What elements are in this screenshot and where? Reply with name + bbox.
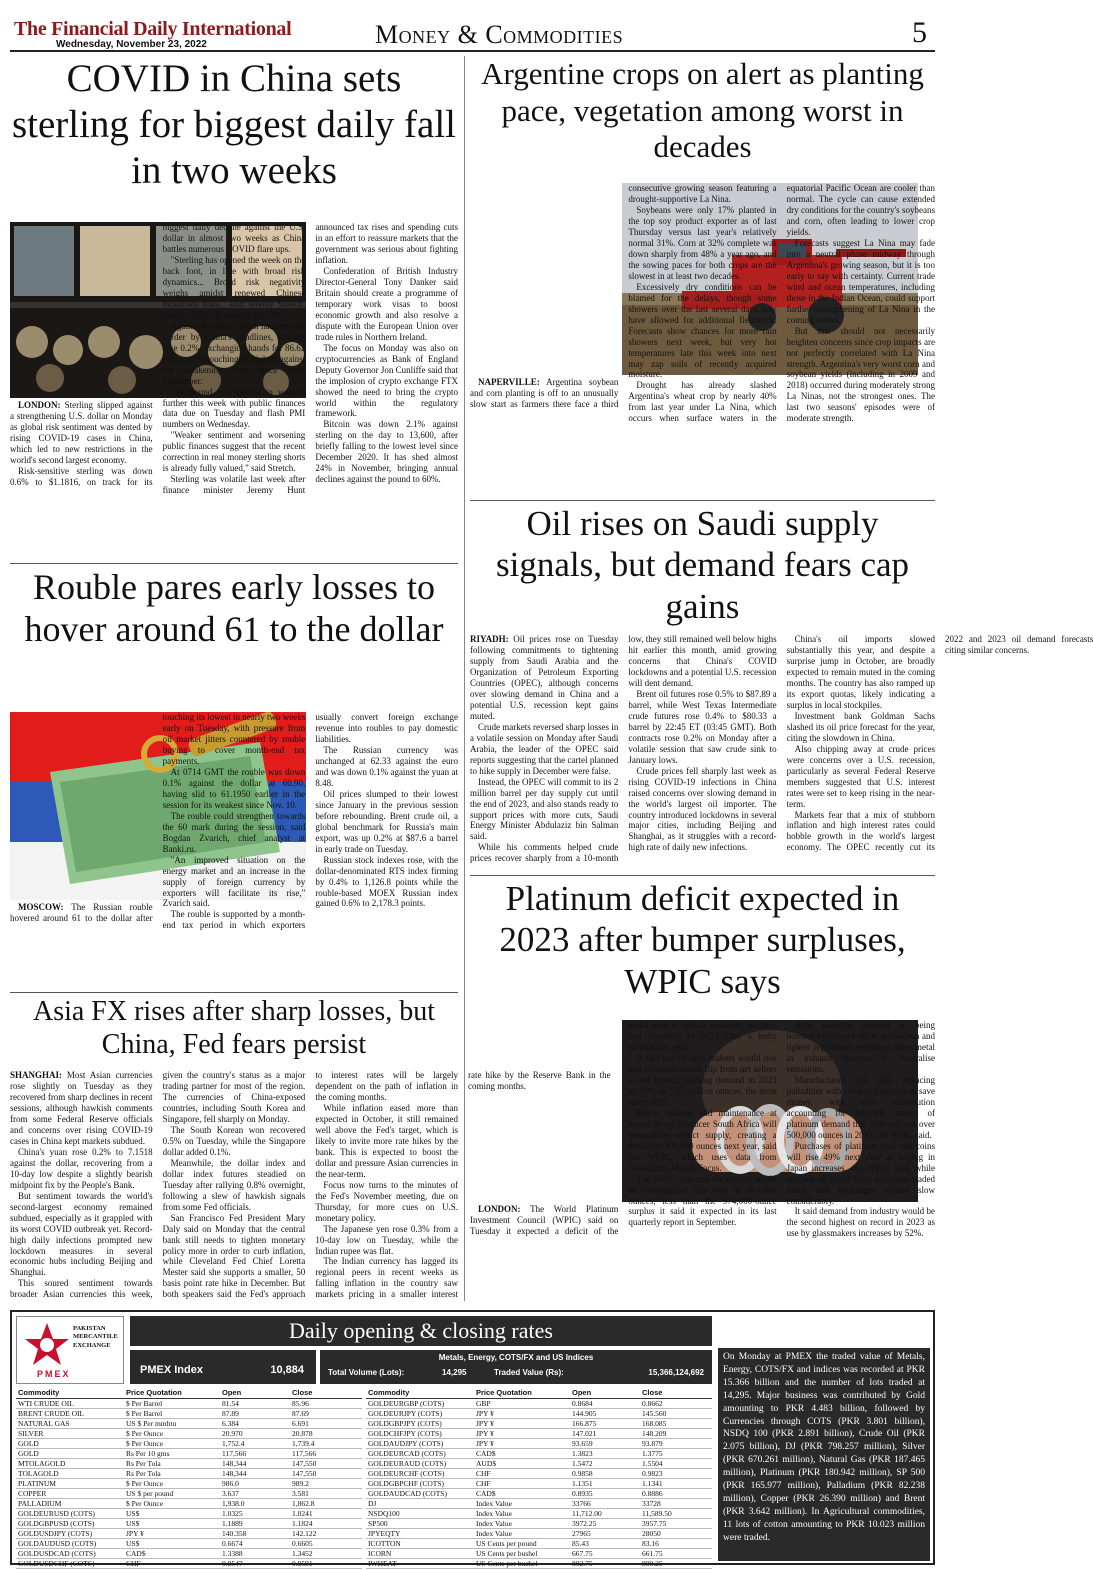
commodity-cell: ICOTTON [366,1538,474,1548]
close-cell: 93.879 [640,1438,712,1448]
quotation-cell: US$ [124,1508,220,1518]
col-header: Close [640,1388,712,1398]
table-row [366,1528,712,1538]
oil-para-3: While his comments helped crude prices recover sharply from a 10-month low, they still remained well below highs hit earlier this month, amid growing concerns that China's COVID lockdowns and a potential U.S. recession will dent demand. [470,634,777,864]
asiafx-para-7: While inflation eased more than expected in October, it still remained well above the Fed's target, which is likely to invite more rate hikes by the bank. This is expected to boost the dollar and pressure Asian currencies in the near-term. [315,1102,458,1179]
covid-para-3: Against the euro, which has been hit harder by China's headlines, sterling rose 0.2%, exchanging hands for 86.62 pence, after touching its highest against the weakening euro since early November. [162,320,306,386]
oil-para-1: Crude markets reversed sharp losses in a volatile session on Monday after Saudi Arabia, the leader of the OPEC said reports suggesting that the cartel planned to hike supply in December were false. [470,721,619,776]
rouble-para-4: The rouble is supported by a month-end tax period in which exporters usually convert foreign exchange revenue into roubles to pay domestic liabilities. [162,712,458,931]
asiafx-para-0: Most Asian currencies rose slightly on Tuesday as they recovered from sharp declines in recent sessions, although hawkish comments from some Federal Reserve officials and concerns over rising COVID-19 cases in China kept markets subdued. [10,1070,153,1146]
traded-value: 15,366,124,692 [648,1368,704,1377]
covid-headline: COVID in China sets sterling for biggest daily fall in two weeks [11,57,457,193]
table-row [16,1488,362,1498]
quotation-cell: CHF [474,1478,570,1488]
quotation-cell: Rs Per Tola [124,1458,220,1468]
close-cell: 147,550 [290,1458,362,1468]
argentine-para-2: Excessively dry conditions can be blamed for the delays, though some showers over the last several days may have allowed for additional fieldwork. Forecasts show chances for more rain showers next week, but very hot temperatures late this week into next may zap soils of recently acquired moisture. [628,281,777,380]
open-cell: 0.6674 [220,1538,290,1548]
quotation-cell: JPY ¥ [474,1408,570,1418]
quotation-cell: Rs Per 10 gms [124,1448,220,1458]
covid-para-0: Sterling slipped against a strengthening U.S. dollar on Monday as global risk sentiment was dented by rising COVID-19 cases in China, which led to new restrictions in the world's second largest economy. [10,400,153,465]
rouble-headline: Rouble pares early losses to hover around 61 to the dollar [24,567,444,650]
table-row [16,1468,362,1478]
commodity-cell: GOLDGBPJPY (COTS) [366,1418,474,1428]
covid-para-6: Sterling was volatile last week after finance minister Jeremy Hunt announced tax rises and spending cuts in an effort to reassure markets that the government was serious about fighting inflation. [162,222,458,496]
rouble-para-0: The Russian rouble hovered around 61 to the dollar after touching its lowest in nearly two weeks early on Tuesday, with pressure from oil market jitters countered by rouble buying to cover month-end tax payments. [10,712,306,923]
table-row [366,1458,712,1468]
quotation-cell: Index Value [474,1508,570,1518]
page-number: 5 [912,16,927,49]
asiafx-para-6: San Francisco Fed President Mary Daly said on Monday that the central bank still needs to tighten monetary policy more in order to curb inflation, while Cleveland Fed Chief Loretta Mester said she supports a smaller, 50 basis point rate hike in December. But both speakers said the Fed's approach to interest rates will be largely dependent on the path of inflation in the coming months. [162,1070,458,1300]
covid-para-5: "Weaker sentiment and worsening public finances suggest that the recent correction in real money sterling shorts is already fully valued," said Stretch. [162,430,306,474]
quotation-cell: AUD$ [474,1458,570,1468]
asiafx-dateline: SHANGHAI: [10,1070,63,1080]
close-cell: 1.3452 [290,1548,362,1558]
table-row [366,1438,712,1448]
col-header: Open [570,1388,640,1398]
section-title: Money & Commodities [375,20,624,49]
open-cell: 1.0325 [220,1508,290,1518]
oil-para-7: Investment bank Goldman Sachs slashed its oil price forecast for the year, citing the slowdown in China. [786,710,935,743]
quotation-cell: US Cents per bushel [474,1548,570,1558]
covid-para-4: The pound is expected to weaken further this week with public finances data due on Tuesday and flash PMI numbers on Wednesday. [162,386,306,430]
divider [470,875,935,876]
close-cell: 1.1341 [640,1478,712,1488]
open-cell: 33766 [570,1498,640,1508]
table-row [366,1538,712,1548]
quotation-cell: Rs Per Tola [124,1468,220,1478]
quotation-cell: CAD$ [474,1448,570,1458]
oil-para-4: Brent oil futures rose 0.5% to $87.89 a barrel, while West Texas Intermediate crude futures rose 0.4% to $80.33 a barrel by 22:45 ET (03:45 GMT). Both contracts rose 0.2% on Monday after a volatile session that saw crude sink to January lows. [628,688,777,765]
table-row [16,1428,362,1438]
quotation-cell: GBP [474,1398,570,1408]
quotation-cell: US Cents per bushel [474,1558,570,1568]
commodity-cell: TOLAGOLD [16,1468,124,1478]
close-cell: 28050 [640,1528,712,1538]
close-cell: 11,589.50 [640,1508,712,1518]
open-cell: 3972.25 [570,1518,640,1528]
platinum-headline: Platinum deficit expected in 2023 after bumper surpluses, WPIC says [499,879,906,1001]
commodity-cell: GOLDEURJPY (COTS) [366,1408,474,1418]
rouble-para-2: The rouble could strengthen towards the 60 mark during the session, said Bogdan Zvarich, chief analyst at Banki.ru. [162,810,306,854]
table-row [366,1498,712,1508]
platinum-photo-spacer [312,1020,618,1204]
commodity-cell: GOLDAUDUSD (COTS) [16,1538,124,1548]
platinum-para-1: It said use by auto makers would rise and investors would flip from net sellers to net buyers, pushing demand in 2023 up 19% to 7.77 million ounces, the most since 2020. [628,1052,777,1107]
close-cell: 83.16 [640,1538,712,1548]
open-cell: 0.8935 [570,1488,640,1498]
table-row [366,1488,712,1498]
quotation-cell: Index Value [474,1518,570,1528]
logo-line: PAKISTAN [73,1325,106,1332]
table-row [366,1548,712,1558]
quotation-cell: CAD$ [124,1548,220,1558]
commodity-cell: PALLADIUM [16,1498,124,1508]
open-cell: 1,938.0 [220,1498,290,1508]
pmex-logo [16,1316,124,1384]
quotation-cell: CAD$ [474,1488,570,1498]
index-value: 10,884 [270,1364,304,1376]
close-cell: 0.6605 [290,1538,362,1548]
rates-panel [10,1310,935,1568]
argentine-dateline: NAPERVILLE: [478,377,540,387]
quotation-cell: $ Per Ounce [124,1498,220,1508]
close-cell: 6.691 [290,1418,362,1428]
argentine-headline: Argentine crops on alert as planting pace, vegetation among worst in decades [481,56,924,165]
quotation-cell: JPY ¥ [474,1438,570,1448]
argentine-para-3: Drought has already slashed Argentina's wheat crop by nearly 40% from last year under La Nina, which occurs when surface waters in the equatorial Pacific Ocean are cooler than normal. The cycle can cause extended dry conditions for the country's soybeans and corn, often leading to lower crop yields. [628,183,935,424]
close-cell: 1,739.4 [290,1438,362,1448]
platinum-para-0: The World Platinum Investment Council (WPIC) said on Tuesday it expected a deficit of the metal used in vehicle exhausts, industry and jewellery in 2023 after a hefty surplus this year. [470,1020,777,1236]
divider [470,500,935,501]
commodity-cell: SP500 [366,1518,474,1528]
table-row [16,1548,362,1558]
index-label: PMEX Index [140,1364,203,1376]
table-row [16,1418,362,1428]
oil-para-5: Crude prices fell sharply last week as rising COVID-19 infections in China raised concerns over slowing demand in the world's largest oil importer. The country introduced lockdowns in several major cities, including Beijing and Shanghai, as it struggles with a record-high rate of daily new infections. [628,765,777,853]
commodity-cell: SILVER [16,1428,124,1438]
table-row [16,1478,362,1488]
asiafx-para-10: The Indian currency has lagged its regional peers in recent weeks as falling inflation in the country saw markets pricing in a smaller interest rate hike by the Reserve Bank in the coming months. [315,1070,611,1300]
platinum-para-7: It said demand from industry would be the second highest on record in 2023 as use by glassmakers increases by 52%. [786,1206,935,1239]
quotation-cell: US$ [124,1538,220,1548]
rouble-dateline: MOSCOW: [18,902,64,912]
covid-para-8: The focus on Monday was also on cryptocurrencies as Bank of England Deputy Governor Jon Cunliffe said that the implosion of crypto exchange FTX showed the need to bring the crypto world within the regulatory framework. [315,342,458,419]
table-row [16,1518,362,1528]
col-header: Commodity [366,1388,474,1398]
covid-dateline: LONDON: [18,400,61,410]
platinum-para-5: Manufacturers are also replacing palladium with cheaper platinum to save money, with such substitution accounting for 340,000 ounces of platinum demand this year and just over 500,000 ounces in 2023, the WPIC said. [786,1074,935,1140]
oil-headline-box [470,503,935,631]
open-cell: 667.75 [570,1548,640,1558]
close-cell: 989.2 [290,1478,362,1488]
volume-bar [320,1350,712,1384]
table-row [16,1408,362,1418]
covid-para-9: Bitcoin was down 2.1% against sterling on the day to 13,600, after briefly falling to the lowest level since December 2020. It has shed almost 24% in November, bringing annual declines against the pound to 60%. [315,419,458,485]
open-cell: 87.89 [220,1408,290,1418]
table-row [366,1418,712,1428]
open-cell: 81.54 [220,1398,290,1408]
platinum-para-3: The WPIC also said the market would be oversupplied this year by 804,000 ounces, less than the 974,000-ounce surplus it said it expected in its last quarterly report in September. [628,1173,777,1228]
platinum-para-6: Purchases of platinum bars and coins will rise 49% next year as buying in Japan increases, the WPIC said, while outflow of metal from exchange traded funds and exchanges should slow considerably. [786,1140,935,1206]
table-row [16,1538,362,1548]
oil-dateline: RIYADH: [470,634,509,644]
quotation-cell: $ Per Ounce [124,1428,220,1438]
quotation-cell: CHF [474,1468,570,1478]
commodity-cell: GOLDGBPCHF (COTS) [366,1478,474,1488]
table-row [366,1558,712,1568]
commodity-cell: NATURAL GAS [16,1418,124,1428]
commodity-cell: GOLDEURCAD (COTS) [366,1448,474,1458]
commodity-cell: IWHEAT [366,1558,474,1568]
commodity-cell: NSDQ100 [366,1508,474,1518]
open-cell: 166.875 [570,1418,640,1428]
open-cell: 0.9547 [220,1558,290,1568]
commodity-cell: GOLDUSDCHF (COTS) [16,1558,124,1568]
open-cell: 85.43 [570,1538,640,1548]
rates-table-left [16,1388,362,1569]
open-cell: 0.8684 [570,1398,640,1408]
platinum-para-4: Auto industry demand is being boosted by rising vehicle production and tighter regulations requiring more metal in exhaust systems to neutralise emissions. [786,1020,935,1074]
open-cell: 6.384 [220,1418,290,1428]
commodity-cell: GOLDEURAUD (COTS) [366,1458,474,1468]
quotation-cell: JPY ¥ [124,1528,220,1538]
traded-label: Traded Value (Rs): [494,1368,564,1377]
argentine-photo-spacer [312,183,618,377]
covid-para-7: Confederation of British Industry Director-General Tony Danker said Britain should create a programme of temporary work visas to boost economic growth and also resolve a dispute with the European Union over trade rules in Northern Ireland. [315,265,458,342]
commodity-cell: GOLDCHFJPY (COTS) [366,1428,474,1438]
asiafx-para-8: Focus now turns to the minutes of the Fed's November meeting, due on Thursday, for more cues on U.S. monetary policy. [315,1179,458,1223]
close-cell: 0.9823 [640,1468,712,1478]
argentine-para-0: Argentina soybean and corn planting is off to an unusually slow start as farmers there face a third consecutive growing season featuring a drought-supportive La Nina. [470,183,777,409]
quotation-cell: US $ per pound [124,1488,220,1498]
quotation-cell: Index Value [474,1498,570,1508]
commodity-cell: DJ [366,1498,474,1508]
commodity-cell: GOLDEURGBP (COTS) [366,1398,474,1408]
close-cell: 145.560 [640,1408,712,1418]
open-cell: 1.3823 [570,1448,640,1458]
quotation-cell: $ Per Ounce [124,1438,220,1448]
pmex-index-box [130,1350,316,1384]
logo-abbr: PMEX [37,1369,71,1379]
divider [10,992,458,993]
asiafx-headline: Asia FX rises after sharp losses, but China, Fed fears persist [32,996,436,1061]
close-cell: 1.3775 [640,1448,712,1458]
commodity-cell: GOLDUSDCAD (COTS) [16,1548,124,1558]
close-cell: 3.581 [290,1488,362,1498]
close-cell: 147,550 [290,1468,362,1478]
open-cell: 147.021 [570,1428,640,1438]
table-row [366,1448,712,1458]
argentine-body [470,183,935,497]
open-cell: 1.1889 [220,1518,290,1528]
open-cell: 1.5472 [570,1458,640,1468]
open-cell: 148,344 [220,1468,290,1478]
table-row [16,1508,362,1518]
col-header: Open [220,1388,290,1398]
oil-headline: Oil rises on Saudi supply signals, but demand fears cap gains [495,504,910,626]
quotation-cell: $ Per Barrel [124,1408,220,1418]
commodity-cell: GOLDGBPUSD (COTS) [16,1518,124,1528]
asiafx-para-5: Meanwhile, the dollar index and dollar index futures steadied on Tuesday after rallying 0.8% overnight, following a slew of hawkish signals from some Fed officials. [162,1157,306,1212]
close-cell: 1,862.8 [290,1498,362,1508]
oil-para-8: Also chipping away at crude prices were concerns over a U.S. recession, particularly as several Federal Reserve members suggested that U.S. interest rates were set to keep rising in the near-term. [786,743,935,809]
open-cell: 3.637 [220,1488,290,1498]
masthead [10,10,935,52]
asiafx-para-3: This soured sentiment towards broader Asian currencies this week, given the country's status as a major trading partner for most of the region. The currencies of China-exposed countries, including South Korea and Singapore, fell sharply on Monday. [10,1070,306,1300]
close-cell: 800.25 [640,1558,712,1568]
open-cell: 144.905 [570,1408,640,1418]
platinum-dateline: LONDON: [478,1204,521,1214]
rates-table-right [366,1388,712,1569]
table-row [16,1558,362,1568]
argentine-para-1: Soybeans were only 17% planted in the top soy product exporter as of last Thursday versus last year's relatively normal 31%. Corn at 32% complete was down sharply from 48% a year ago, and the sowing paces for both crops are the slowest in at least two decades. [628,204,777,281]
commodity-cell: WTI CRUDE OIL [16,1398,124,1408]
close-cell: 33728 [640,1498,712,1508]
rouble-body [10,712,458,990]
quotation-cell: $ Per Barrel [124,1398,220,1408]
asiafx-para-9: The Japanese yen rose 0.3% from a 10-day low on Tuesday, while the Indian rupee was flat. [315,1223,458,1256]
close-cell: 142.122 [290,1528,362,1538]
commodity-cell: COPPER [16,1488,124,1498]
open-cell: 1,752.4 [220,1438,290,1448]
col-header: Price Quotation [124,1388,220,1398]
table-row [16,1528,362,1538]
close-cell: 117,566 [290,1448,362,1458]
logo-line: EXCHANGE [73,1341,111,1349]
paper-name: The Financial Daily International [14,18,292,40]
table-row [16,1398,362,1408]
covid-para-2: "Sterling has opened the week on the back foot, in line with broad risk dynamics... Broad risk negativity weighs amidst renewed Chinese lockdown fears," said Jeremy Stretch, head of G10 FX strategy at CIBC. [162,254,306,320]
trading-summary: On Monday at PMEX the traded value of Metals, Energy, COTS/FX and indices was recorded at PKR 15.366 billion and the number of lots traded at 14,295. Major business was contributed by Gold amounting to PKR 4.483 billion, followed by Currencies through COTS (PKR 3.801 billion), NSDQ 100 (PKR 2.891 billion), Crude Oil (PKR 2.075 billion), DJ (PKR 798.257 million), Silver (PKR 670.261 million), Natural Gas (PKR 187.465 million), Platinum (PKR 180.942 million), SP 500 (PKR 165.977 million), Palladium (PKR 82.238 million), Copper (PKR 26.390 million) and Brent (PKR 3.642 million). In Agricultural commodities, 11 lots of cotton amounting to PKR 10.023 million were traded. [718,1348,930,1561]
rouble-para-5: The Russian currency was unchanged at 62.33 against the euro and was down 0.1% against the yuan at 8.48. [315,744,458,788]
argentine-para-4: Forecasts suggest La Nina may fade into a neutral phase midway through Argentina's growing season, but it is too early to say with certainty. Current trade wind and ocean temperatures, including those in the Indian Ocean, could support further strengthening of La Nina in the coming weeks. [786,237,935,325]
quotation-cell: JPY ¥ [474,1428,570,1438]
commodity-cell: GOLDEURCHF (COTS) [366,1468,474,1478]
rouble-para-1: At 0714 GMT the rouble was down 0.1% against the dollar at 60.90, having slid to 61.1950 earlier in the session for its weakest since Nov. 10. [162,766,306,810]
open-cell: 1.3388 [220,1548,290,1558]
close-cell: 87.69 [290,1408,362,1418]
quotation-cell: US $ Per mmbtu [124,1418,220,1428]
rates-banner: Daily opening & closing rates [130,1316,712,1346]
col-header: Price Quotation [474,1388,570,1398]
open-cell: 148,344 [220,1458,290,1468]
close-cell: 1.1824 [290,1518,362,1528]
oil-body [470,634,1093,872]
open-cell: 20.970 [220,1428,290,1438]
table-row [366,1518,712,1528]
logo-line: MERCANTILE [73,1333,118,1341]
rouble-para-6: Oil prices slumped to their lowest since January in the previous session before rebounding. Brent crude oil, a global benchmark for Russia's main export, was up 0.2% at $87.6 a barrel in early trade on Tuesday. [315,788,458,854]
table-row [366,1468,712,1478]
subheader: Metals, Energy, COTS/FX and US Indices [438,1353,594,1362]
commodity-cell: GOLDUSDJPY (COTS) [16,1528,124,1538]
table-row [366,1408,712,1418]
oil-para-2: Instead, the OPEC will commit to its 2 million barrel per day supply cut until the end of 2023, and also stands ready to support prices with more cuts, Saudi Energy Minister Abdulaziz bin Salman said. [470,776,619,842]
close-cell: 0.9591 [290,1558,362,1568]
open-cell: 11,712.00 [570,1508,640,1518]
table-row [16,1438,362,1448]
open-cell: 986.0 [220,1478,290,1488]
covid-para-1: Risk-sensitive sterling was down 0.6% to $1.1816, on track for its biggest daily decline against the U.S. dollar in almost two weeks as China battles numerous COVID flare ups. [10,222,306,487]
commodity-cell: PLATINUM [16,1478,124,1488]
quotation-cell: JPY ¥ [474,1418,570,1428]
table-row [16,1448,362,1458]
oil-para-9: Markets fear that a mix of stubborn inflation and high interest rates could hobble growth in the world's largest economy. The OPEC recently cut its 2022 and 2023 oil demand forecasts citing similar concerns. [786,634,1093,853]
argentine-para-5: But that should not necessarily heighten concerns since crop impacts are not perfectly correlated with La Nina strength. Argentina's very worst corn and soybean yields (including in 2009 and 2018) occurred during moderately strong La Ninas, not the strongest ones. The last two seasons' episodes were of moderate strength. [786,325,935,424]
open-cell: 27965 [570,1528,640,1538]
oil-para-6: China's oil imports slowed substantially this year, and despite a surprise jump in October, are broadly expected to remain muted in the coming months. The country has also ramped up its export quotas, likely indicating a surplus in local stockpiles. [786,634,935,710]
table-row [366,1428,712,1438]
close-cell: 20.878 [290,1428,362,1438]
rouble-para-3: "An improved situation on the energy market and an increase in the supply of foreign currency by exporters will facilitate its rise," Zvarich said. [162,854,306,909]
issue-date: Wednesday, November 23, 2022 [56,39,207,50]
commodity-cell: JPYEQTY [366,1528,474,1538]
rouble-para-7: Russian stock indexes rose, with the dollar-denominated RTS index firming by 0.4% to 1,126.8 points while the rouble-based MOEX Russian index gained 0.6% to 2,178.3 points. [315,854,458,909]
col-header: Close [290,1388,362,1398]
quotation-cell: $ Per Ounce [124,1478,220,1488]
commodity-cell: GOLDAUDCAD (COTS) [366,1488,474,1498]
close-cell: 85.96 [290,1398,362,1408]
asiafx-para-1: China's yuan rose 0.2% to 7.1518 against the dollar, recovering from a 10-day low despite a slightly bearish midpoint fix by the People's Bank. [10,1146,153,1190]
table-row [16,1498,362,1508]
open-cell: 0.9858 [570,1468,640,1478]
commodity-cell: GOLD [16,1448,124,1458]
table-row [366,1478,712,1488]
close-cell: 0.8886 [640,1488,712,1498]
volume-value: 14,295 [442,1368,467,1377]
close-cell: 3957.75 [640,1518,712,1528]
asiafx-para-2: But sentiment towards the world's second-largest economy remained subdued, especially as it grappled with its worst COVID outbreak yet. Record-high daily infections prompted new lockdown measures in several economic hubs including Beijing and Shanghai. [10,1190,153,1278]
open-cell: 140.358 [220,1528,290,1538]
commodity-cell: GOLDEURUSD (COTS) [16,1508,124,1518]
asiafx-para-4: The South Korean won recovered 0.5% on Tuesday, while the Singapore dollar added 0.1%. [162,1124,306,1157]
table-row [366,1508,712,1518]
open-cell: 93.659 [570,1438,640,1448]
quotation-cell: CHF [124,1558,220,1568]
open-cell: 802.75 [570,1558,640,1568]
quotation-cell: US$ [124,1518,220,1528]
col-header: Commodity [16,1388,124,1398]
close-cell: 661.75 [640,1548,712,1558]
close-cell: 168.085 [640,1418,712,1428]
oil-para-0: Oil prices rose on Tuesday following commitments to tightening supply from Saudi Arabia and the Organization of Petroleum Exporting Countries (OPEC), although concerns over slowing demand in China and a potential U.S. recession kept gains muted. [470,634,619,721]
volume-label: Total Volume (Lots): [328,1368,405,1377]
close-cell: 0.8662 [640,1398,712,1408]
platinum-para-2: Power outages and maintenance at mines in top producer South Africa will meanwhile restrict supply, creating a deficit of 303,000 ounces next year, said the WPIC, which uses data from consultants Metals Focus. [628,1107,777,1173]
divider [10,563,458,564]
quotation-cell: US Cents per pound [474,1538,570,1548]
commodity-cell: GOLDAUDJPY (COTS) [366,1438,474,1448]
quotation-cell: Index Value [474,1528,570,1538]
commodity-cell: BRENT CRUDE OIL [16,1408,124,1418]
platinum-headline-box [470,878,935,1016]
close-cell: 148.209 [640,1428,712,1438]
close-cell: 1.5504 [640,1458,712,1468]
close-cell: 1.0241 [290,1508,362,1518]
platinum-body [470,1020,935,1306]
commodity-cell: MTOLAGOLD [16,1458,124,1468]
table-row [366,1398,712,1408]
argentine-headline-box [470,56,935,180]
commodity-cell: GOLD [16,1438,124,1448]
rouble-headline-box [10,566,458,710]
open-cell: 117,566 [220,1448,290,1458]
open-cell: 1.1351 [570,1478,640,1488]
commodity-cell: ICORN [366,1548,474,1558]
table-row [16,1458,362,1468]
